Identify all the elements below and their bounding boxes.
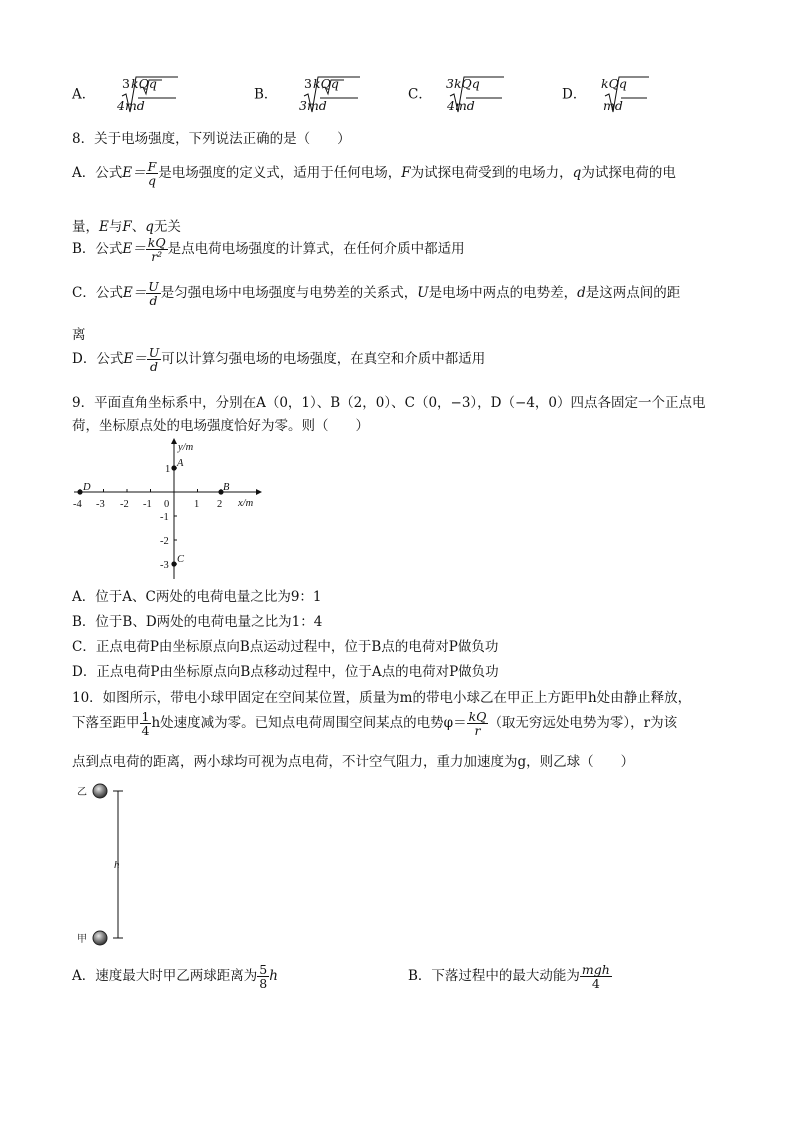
ball-jia (93, 931, 107, 945)
point-a (171, 465, 176, 470)
x-axis-label: x/m (238, 498, 254, 509)
xtick-label: 0 (164, 499, 170, 510)
q9-stem-line2: 荷，坐标原点处的电场强度恰好为零。则（ ） (72, 418, 369, 434)
q8-stem: 8．关于电场强度，下列说法正确的是（ ） (72, 131, 351, 147)
fraction: $\frac{kQ}{r}$ (468, 709, 487, 739)
option-letter: A． (72, 86, 96, 103)
xtick-label: -2 (120, 499, 129, 510)
ytick-label: -3 (160, 560, 169, 571)
label-b: B (223, 482, 230, 493)
q10-line3: 点到点电荷的距离，两小球均可视为点电荷，不计空气阻力，重力加速度为g，则乙球（ ） (72, 754, 635, 770)
q9-option-b: B．位于B、D两处的电荷电量之比为1：4 (72, 614, 323, 630)
q10-option-b: B．下落过程中的最大动能为 $\frac{\text{mgh}}{4}$ (408, 962, 610, 992)
ball-yi (93, 784, 107, 798)
option-letter: B． (254, 86, 278, 103)
label-c: C (177, 554, 185, 565)
option-letter: C． (408, 86, 432, 103)
q8-option-c: C．公式E＝ $\frac{U}{d}$ 是匀强电场中电场强度与电势差的关系式，U是电场中两点的电势差，d是这两点间的距 (72, 279, 681, 309)
coordinate-graph (66, 436, 266, 584)
q10-option-a: A．速度最大时甲乙两球距离为 $\frac{5}{8}$ h (72, 962, 278, 992)
fraction: $\frac{U}{d}$ (148, 345, 160, 375)
q10-figure (72, 780, 142, 948)
fraction: $\frac{\text{mgh}}{4}$ (581, 962, 610, 992)
option-letter: D． (562, 86, 587, 103)
q10-line1: 10．如图所示，带电小球甲固定在空间某位置，质量为m的带电小球乙在甲正上方距甲h处由静止释放， (72, 690, 692, 706)
q9-option-a: A．位于A、C两处的电荷电量之比为9：1 (72, 589, 322, 605)
q8-option-c-cont: 离 (72, 327, 86, 343)
q9-option-c: C．正点电荷P由坐标原点向B点运动过程中，位于B点的电荷对P做负功 (72, 639, 499, 655)
q9-stem-line1: 9．平面直角坐标系中，分别在A（0，1）、B（2，0）、C（0，−3），D（−4，0）四点各固定一个正点电 (72, 395, 706, 411)
ytick-label: -1 (160, 512, 169, 523)
label-d: D (83, 482, 91, 493)
label-yi: 乙 (77, 787, 87, 798)
label-jia: 甲 (77, 934, 87, 945)
label-h: h (114, 859, 120, 871)
ytick-label: -2 (160, 536, 169, 547)
point-c (171, 561, 176, 566)
y-axis-arrow (171, 438, 177, 444)
xtick-label: -4 (73, 499, 82, 510)
q8-option-b: B．公式E＝ $\frac{kQ}{\text{r²}}$ 是点电荷电场强度的计算式，在任何介质中都适用 (72, 235, 465, 265)
q8-option-d: D．公式E＝ $\frac{U}{d}$ 可以计算匀强电场的电场强度，在真空和介质中都适用 (72, 345, 486, 375)
xtick-label: -1 (143, 499, 152, 510)
xtick-label: 1 (194, 499, 200, 510)
q10-line2: 下落至距甲 $\frac{1}{4}$ h处速度减为零。已知点电荷周围空间某点的电势φ＝ $\frac{kQ}{r}$ （取无穷远处电势为零），r为该 (72, 709, 678, 739)
xtick-label: -3 (96, 499, 105, 510)
q8-option-a-cont: 量，E与F、q无关 (72, 219, 181, 235)
point-d (77, 489, 82, 494)
q9-option-d: D．正点电荷P由坐标原点向B点移动过程中，位于A点的电荷对P做负功 (72, 664, 499, 680)
q8-option-a: A．公式E＝ $\frac{F}{q}$ 是电场强度的定义式，适用于任何电场，F为试探电荷受到的电场力，q为试探电荷的电 (72, 159, 676, 189)
label-a: A (177, 458, 184, 469)
fraction: $\frac{F}{q}$ (147, 159, 157, 189)
fraction: $\frac{U}{d}$ (148, 279, 159, 309)
ytick-label: 1 (165, 464, 171, 475)
y-axis-label: y/m (178, 442, 194, 453)
xtick-label: 2 (217, 499, 223, 510)
fraction: $\frac{1}{4}$ (141, 709, 150, 739)
fraction: $\frac{5}{8}$ (259, 962, 268, 992)
fraction: $\frac{kQ}{\text{r²}}$ (147, 235, 166, 265)
x-axis-arrow (256, 489, 262, 495)
